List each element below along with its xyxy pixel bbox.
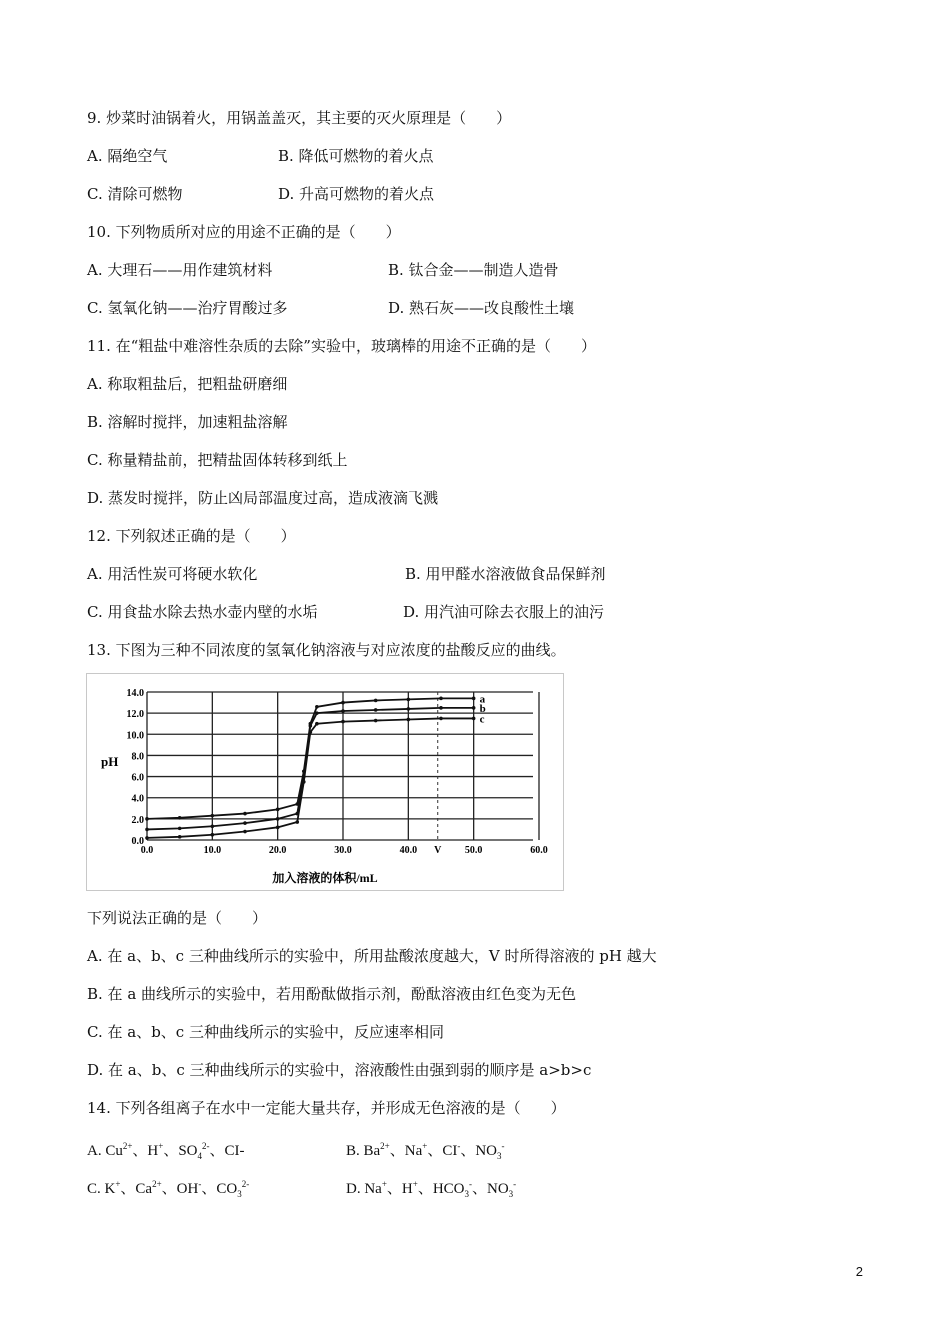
series-point-b — [374, 708, 378, 712]
q14-option-a — [87, 1136, 245, 1166]
ion-subscript: 3 — [497, 1151, 502, 1161]
q12-option-a: A. 用活性炭可将硬水软化 — [87, 565, 258, 583]
q13-option-c: C. 在 a、b、c 三种曲线所示的实验中，反应速率相同 — [87, 1023, 444, 1041]
ion-charge: 2- — [241, 1179, 250, 1189]
x-tick-label: 30.0 — [334, 845, 352, 856]
series-point-b — [276, 817, 280, 821]
q10-option-b: B. 钛合金——制造人造骨 — [388, 261, 559, 279]
series-point-c — [472, 717, 476, 721]
ion-text: 、OH — [161, 1181, 199, 1197]
series-point-b — [145, 828, 149, 832]
ion-charge: - — [469, 1179, 472, 1189]
series-point-a — [211, 814, 215, 818]
q10-option-a: A. 大理石——用作建筑材料 — [87, 261, 273, 279]
series-point-b — [472, 706, 476, 710]
ion-text: C. K — [87, 1181, 116, 1197]
series-point-c — [439, 717, 443, 721]
ion-charge: - — [457, 1141, 461, 1151]
series-point-a — [315, 705, 319, 709]
series-point-c — [178, 835, 182, 839]
series-label-b: b — [479, 702, 486, 715]
q9-option-c: C. 清除可燃物 — [87, 185, 183, 203]
chart-series — [145, 693, 486, 839]
ion-text: 、CO — [201, 1181, 238, 1197]
y-tick-label: 8.0 — [131, 751, 144, 763]
ion-text: 、Na — [389, 1143, 423, 1159]
ion-charge: - — [501, 1141, 505, 1151]
series-point-b — [211, 824, 215, 828]
ion-subscript: 3 — [508, 1189, 514, 1199]
q13-option-a: A. 在 a、b、c 三种曲线所示的实验中，所用盐酸浓度越大，V 时所得溶液的 pH 越大 — [87, 947, 657, 965]
x-tick-label: 60.0 — [530, 845, 548, 856]
y-tick-label: 14.0 — [126, 688, 144, 699]
series-point-c — [145, 836, 149, 840]
series-point-b — [315, 711, 319, 715]
series-point-c — [407, 718, 411, 722]
ion-text: 、NO — [460, 1143, 498, 1159]
ion-subscript: 3 — [237, 1189, 242, 1199]
series-point-c — [243, 830, 247, 834]
q14-option-d — [346, 1174, 516, 1204]
ion-charge: 2+ — [380, 1141, 390, 1151]
ion-text: 、H — [386, 1181, 413, 1197]
series-point-a — [145, 817, 149, 821]
ion-charge: - — [513, 1179, 517, 1189]
q14-option-c — [87, 1174, 249, 1204]
ion-charge: + — [115, 1179, 121, 1189]
series-point-c — [302, 780, 306, 784]
y-tick-label: 10.0 — [126, 730, 144, 742]
q13-option-b: B. 在 a 曲线所示的实验中，若用酚酞做指示剂，酚酞溶液由红色变为无色 — [87, 985, 577, 1003]
series-point-c — [211, 833, 215, 837]
series-point-a — [276, 808, 280, 812]
ph-titration-chart — [86, 673, 564, 891]
ion-charge: + — [412, 1179, 418, 1189]
q11-option-a: A. 称取粗盐后，把粗盐研磨细 — [87, 375, 288, 393]
x-tick-label: V — [434, 845, 442, 856]
series-point-c — [341, 720, 345, 724]
series-point-b — [178, 827, 182, 831]
ion-charge: 2+ — [122, 1141, 133, 1151]
page-number: 2 — [855, 1264, 863, 1279]
ion-text: 、HCO — [417, 1181, 465, 1197]
ion-text: 、H — [132, 1143, 159, 1159]
ion-text: 、SO — [163, 1143, 198, 1159]
q9-option-a: A. 隔绝空气 — [87, 147, 168, 165]
q9-stem: 9. 炒菜时油锅着火，用锅盖盖灭，其主要的灭火原理是（ ） — [87, 109, 512, 127]
series-point-a — [374, 699, 378, 703]
y-tick-label: 2.0 — [131, 814, 144, 826]
series-label-a: a — [479, 693, 486, 706]
q12-option-d: D. 用汽油可除去衣服上的油污 — [403, 603, 605, 621]
q12-option-b: B. 用甲醛水溶液做食品保鲜剂 — [405, 565, 606, 583]
x-tick-label: 50.0 — [464, 845, 483, 856]
series-point-a — [407, 698, 411, 702]
series-point-a — [439, 697, 443, 701]
series-point-a — [472, 697, 476, 701]
series-point-c — [315, 722, 319, 726]
ion-text: A. Cu — [87, 1143, 123, 1159]
series-point-b — [243, 821, 247, 825]
series-point-b — [407, 707, 411, 711]
x-tick-label: 20.0 — [268, 845, 287, 856]
y-axis-label: pH — [101, 754, 119, 769]
series-line-c — [147, 718, 474, 837]
q11-stem: 11. 在“粗盐中难溶性杂质的去除”实验中，玻璃棒的用途不正确的是（ ） — [87, 337, 596, 355]
series-point-c — [295, 820, 299, 824]
series-point-c — [309, 730, 313, 734]
y-tick-label: 6.0 — [131, 772, 144, 784]
q14-option-b — [346, 1136, 505, 1166]
y-tick-label: 4.0 — [131, 793, 144, 805]
x-tick-label: 40.0 — [399, 845, 418, 856]
q14-stem: 14. 下列各组离子在水中一定能大量共存，并形成无色溶液的是（ ） — [87, 1099, 566, 1117]
chart-svg — [87, 674, 563, 890]
q11-option-d: D. 蒸发时搅拌，防止凶局部温度过高，造成液滴飞溅 — [87, 489, 439, 507]
ion-charge: 2- — [202, 1141, 210, 1151]
q11-option-b: B. 溶解时搅拌，加速粗盐溶解 — [87, 413, 288, 431]
q12-option-c: C. 用食盐水除去热水壶内壁的水垢 — [87, 603, 318, 621]
series-line-a — [147, 698, 474, 819]
ion-text: B. Ba — [346, 1143, 381, 1159]
q9-option-d: D. 升高可燃物的着火点 — [278, 185, 435, 203]
ion-subscript: 3 — [464, 1189, 469, 1199]
ion-charge: + — [158, 1141, 164, 1151]
series-point-a — [341, 701, 345, 705]
q11-option-c: C. 称量精盐前，把精盐固体转移到纸上 — [87, 451, 348, 469]
q12-stem: 12. 下列叙述正确的是（ ） — [87, 527, 296, 545]
series-point-b — [341, 709, 345, 713]
y-tick-label: 0.0 — [131, 836, 144, 847]
ion-text: 、CI — [427, 1143, 458, 1159]
ion-charge: - — [198, 1179, 202, 1189]
series-point-a — [178, 816, 182, 820]
y-tick-label: 12.0 — [126, 709, 144, 721]
series-point-c — [374, 719, 378, 723]
ion-text: D. Na — [346, 1181, 382, 1197]
series-point-a — [243, 812, 247, 816]
ion-text: 、NO — [472, 1181, 509, 1197]
q13-stem: 13. 下图为三种不同浓度的氢氧化钠溶液与对应浓度的盐酸反应的曲线。 — [87, 641, 566, 659]
q13-prompt: 下列说法正确的是（ ） — [87, 909, 268, 927]
ion-charge: + — [381, 1179, 387, 1189]
series-point-b — [439, 706, 443, 710]
x-tick-label: 10.0 — [203, 845, 222, 856]
series-label-c: c — [479, 713, 485, 726]
q10-option-d: D. 熟石灰——改良酸性土壤 — [388, 299, 575, 317]
x-tick-label: 0.0 — [140, 845, 154, 856]
q13-option-d: D. 在 a、b、c 三种曲线所示的实验中，溶液酸性由强到弱的顺序是 a>b>c — [87, 1061, 592, 1079]
series-point-c — [276, 826, 280, 830]
q10-option-c: C. 氢氧化钠——治疗胃酸过多 — [87, 299, 288, 317]
ion-text: 、Ca — [120, 1181, 153, 1197]
x-axis-label: 加入溶液的体积/mL — [272, 871, 378, 885]
q10-stem: 10. 下列物质所对应的用途不正确的是（ ） — [87, 223, 401, 241]
ion-text: 、CI- — [209, 1143, 245, 1159]
ion-subscript: 4 — [197, 1151, 203, 1161]
ion-charge: + — [422, 1141, 428, 1151]
q9-option-b: B. 降低可燃物的着火点 — [278, 147, 434, 165]
series-point-b — [309, 724, 313, 728]
ion-charge: 2+ — [152, 1179, 162, 1189]
